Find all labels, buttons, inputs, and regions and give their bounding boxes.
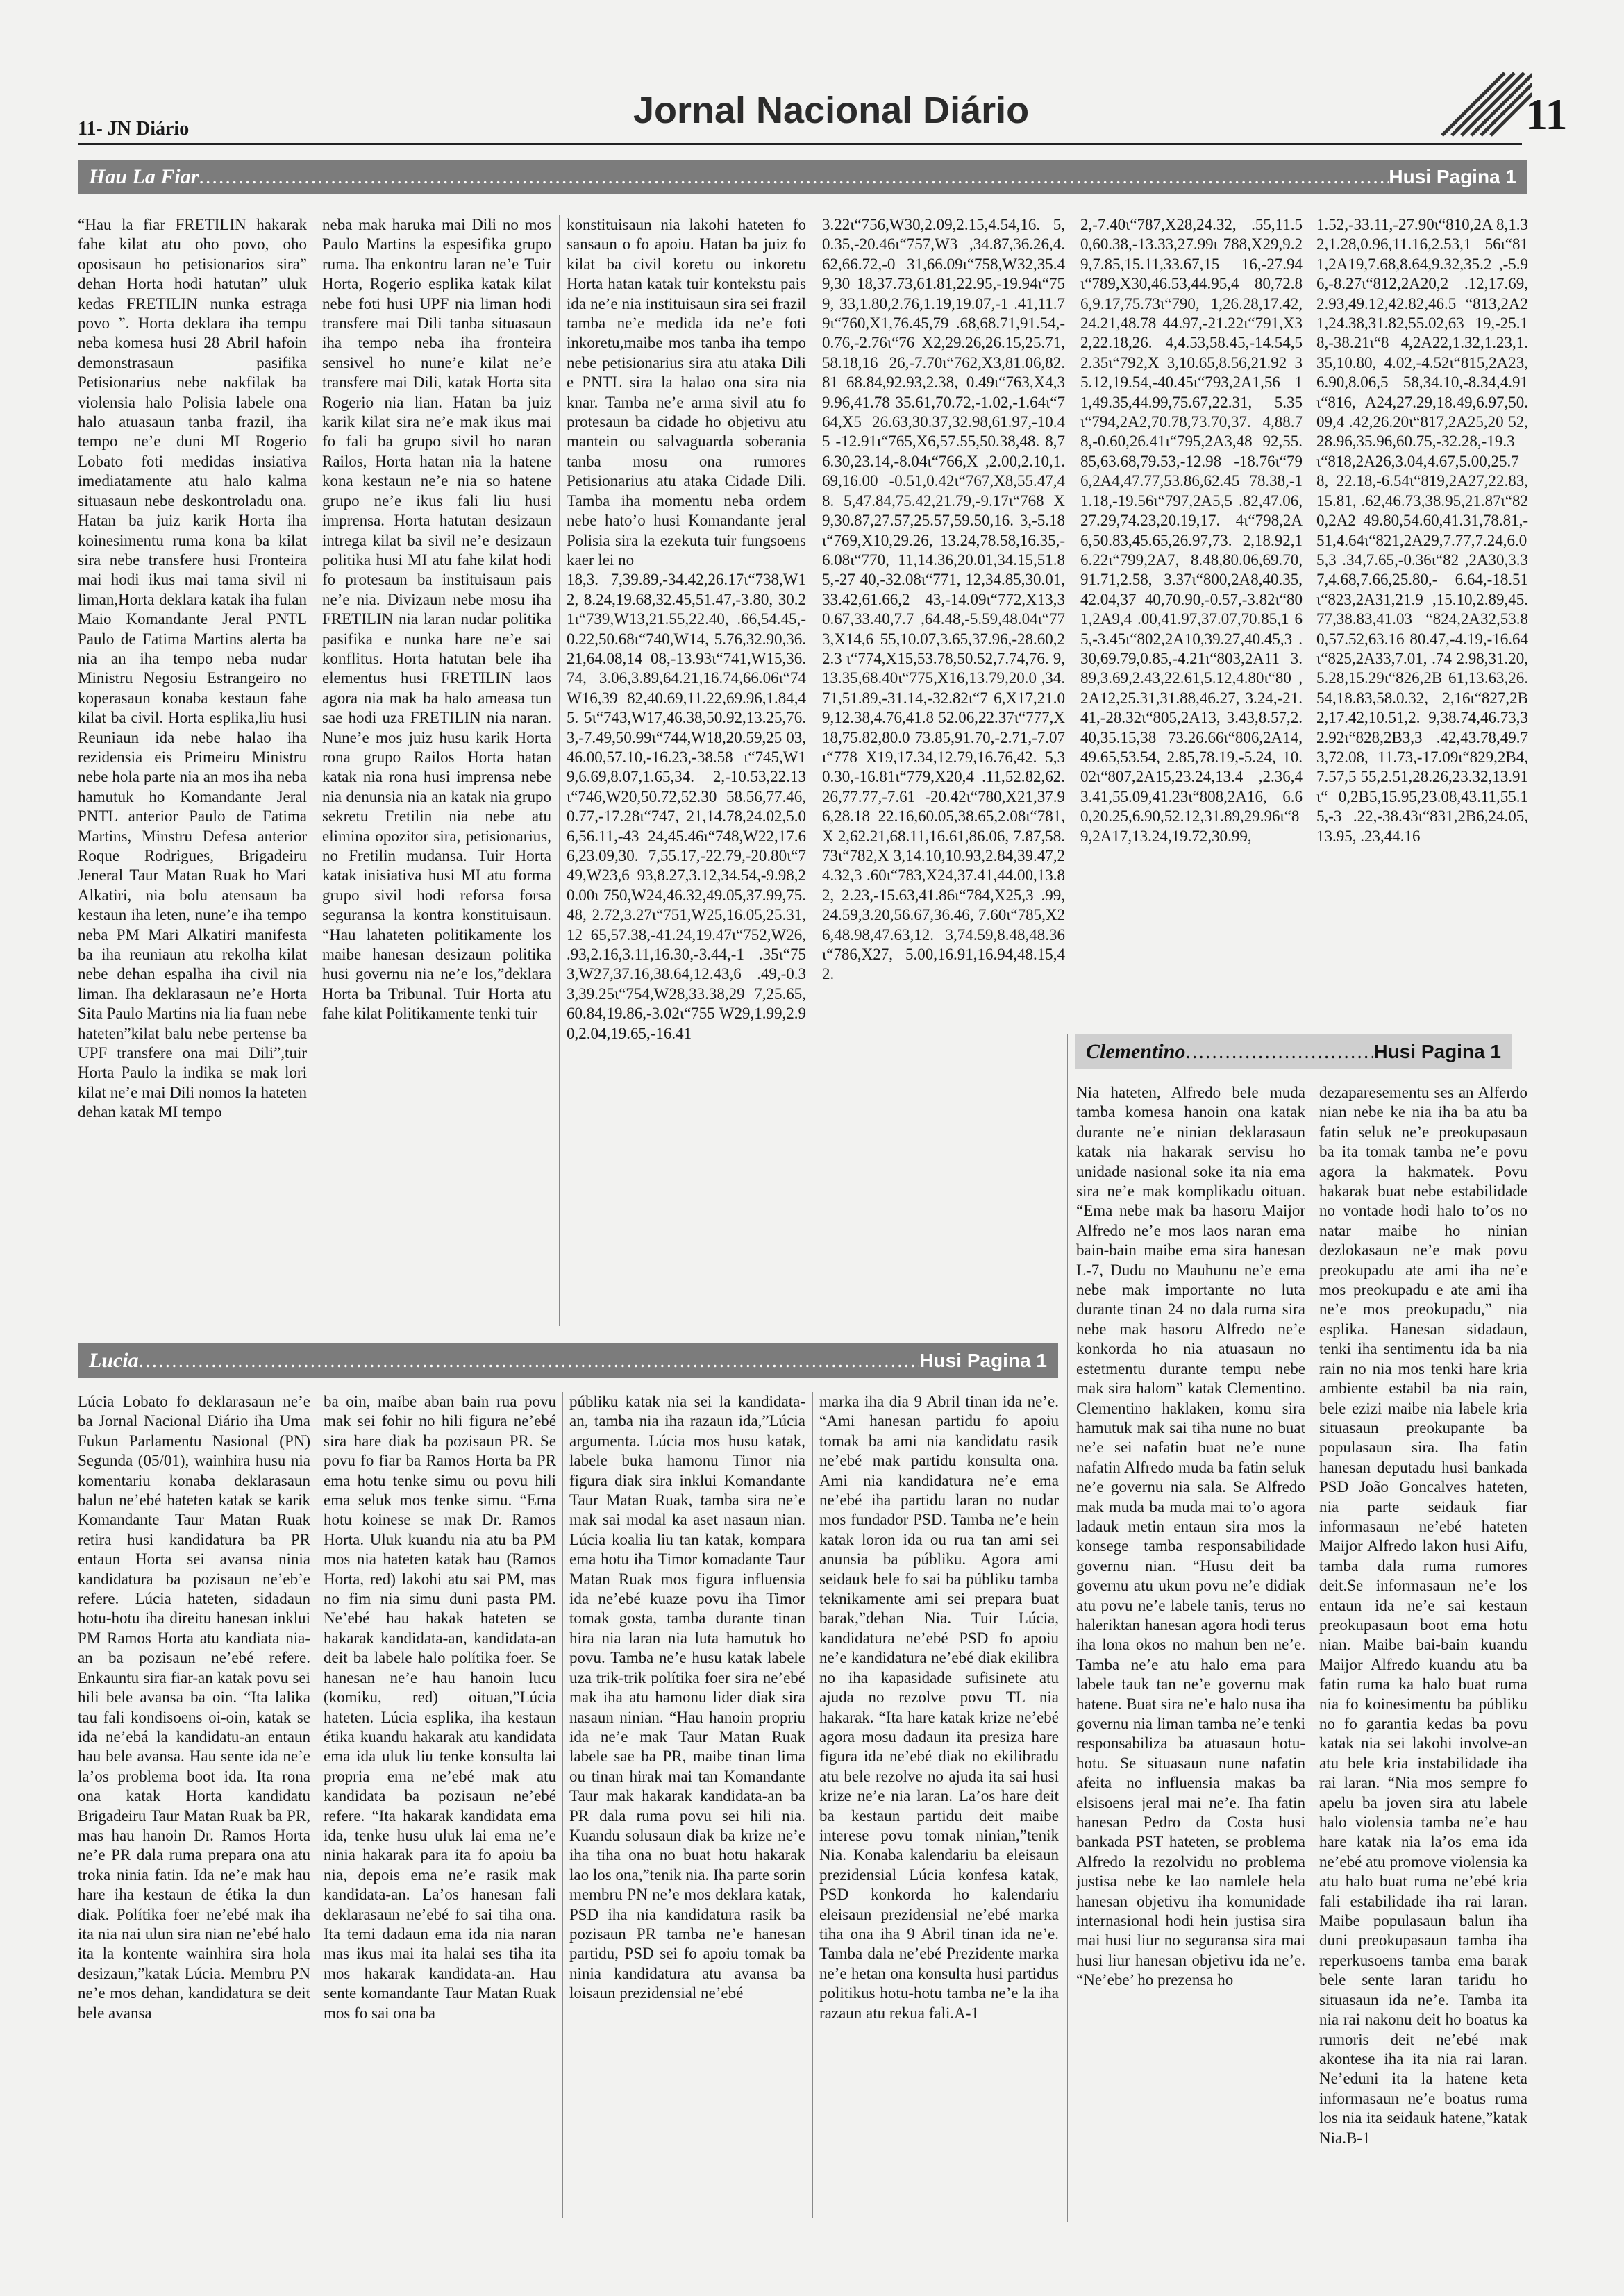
article-column — [78, 215, 307, 1326]
page-label: 11- JN Diário — [78, 118, 190, 140]
page-number: 11 — [1525, 90, 1568, 139]
leader-dots — [199, 165, 1389, 189]
stripes-logo-icon — [1435, 69, 1532, 139]
page-header — [78, 69, 1568, 146]
data-listing: 1.52,-33.11,-27.90ɩ“810,2A 8,1.32,1.28,0.96,11.16,2.53,1 56ɩ“811,2A19,7.68,8.64,9.32,35.2 ,-5.96,-8.27ɩ“812,2A20,2 .12,17.69,2.93,49.12,42.82,46.5 “813,2A21,24.38,31.82,55.02,63 19,-25.18,-38.21ɩ“8 4,2A22,1.32,1.23,1.35,10.80, 4.02,-4.52ɩ“815,2A23,6.90,8.06,5 58,34.10,-8.34,4.91ɩ“816, A24,27.29,18.49,6.97,50.09,4 .42,26.20ɩ“817,2A25,20 52,28.96,35.96,60.75,-32.28,-19.3 ɩ“818,2A26,3.04,4.67,5.00,25.78, 22.18,-6.54ɩ“819,2A27,22.83,15.81, .62,46.73,38.95,21.87ɩ“820,2A2 49.80,54.60,41.31,78.81,- 51,4.64ɩ“821,2A29,7.77,7.24,6.05,3 .34,7.65,-0.36ɩ“82 ,2A30,3.37,4.68,7.66,25.80,- 6.64,-18.51ɩ“823,2A31,21.9 ,15.10,2.89,45.77,38.83,41.03 “824,2A32,53.80,57.52,63.16 80.47,-4.19,-16.64ɩ“825,2A33,7.01, .74 2.98,31.20,5.28,15.29ɩ“826,2B 61,13.63,26.54,18.83,58.0.32, 2,16ɩ“827,2B2,17.42,10.51,2. 9,38.74,46.73,32.92ɩ“828,2B3,3 .42,43.78,49.73,72.08, 11.73,-17.09ɩ“829,2B4,7.57,5 55,2.51,28.26,23.32,13.91ɩ“ 0,2B5,15.95,23.08,43.11,55.15,-3 .22,-38.43ɩ“831,2B6,24.05,13.95, .23,44.16 — [1316, 216, 1528, 845]
article-column — [78, 1392, 310, 2218]
column-divider — [559, 215, 560, 1326]
article-text: Lúcia Lobato fo deklarasaun ne’e ba Jornal Nacional Diário iha Uma Fukun Parlamentu Nasional (PN) Segunda (05/01), wainhira husu nia komentariu konaba deklarasaun balun ne’ebé hateten katak se karik Komandante Taur Matan Ruak retira husi kandidatura ba PR entaun Horta sei avansa ninia kandidatura ba pozisaun ne’eb’e refere. Lúcia hateten, sidadaun hotu-hotu iha direitu hanesan inklui PM Ramos Horta atu kandiata nia-an ba pozisaun ne’ebé refere. Enkauntu sira fiar-an katak povu sei hili bele avansa ba oin. “Ita lalika tau fali kondisoens oi-oin, katak se ida ne’ebá la kandidatu-an entaun hau bele avansa. Hau sente ida ne’e la’os problema boot ida. Ita rona ona katak Horta kandidatu Brigadeiru Taur Matan Ruak ba PR, mas hau hanoin Dr. Ramos Horta ne’e PR dala ruma prepara ona atu troka ninia fatin. Ida ne’e mak hau hare iha kestaun de étika la dun diak. Polítika foer ne’ebé mak iha ita nia nai ulun sira nian ne’ebé halo ita la kontente wainhira sira hola desizaun,”katak Lúcia. Membru PN ne’e mos dehan, kandidatura se deit bele avansa — [78, 1393, 310, 2022]
section-bar-hau-la-fiar — [78, 160, 1527, 194]
section-source: Husi Pagina 1 — [919, 1350, 1047, 1371]
newspaper-title: Jornal Nacional Diário — [633, 90, 1030, 131]
column-divider — [562, 1392, 563, 2218]
leader-dots — [1185, 1040, 1373, 1064]
article-column — [819, 1392, 1059, 2218]
data-column — [822, 215, 1065, 1326]
data-listing: 2,-7.40ɩ“787,X28,24.32, .55,11.50,60.38,-13.33,27.99ɩ 788,X29,9.29,7.85,15.11,33.67,15 16,-27.94ɩ“789,X30,46.53,44.95,4 80,72.86,9.17,75.73ɩ“790, 1,26.28,17.42,24.21,48.78 44.97,-21.22ɩ“791,X32,22.18,26. 4,4.53,58.45,-14.54,52.35ɩ“792,X 3,10.65,8.56,21.92 35.12,19.54,-40.45ɩ“793,2A1,56 11,49.35,44.99,75.67,22.31, 5.35ɩ“794,2A2,70.78,73.70,37. 4,88.78,-0.60,26.41ɩ“795,2A3,48 92,55.85,63.68,79.53,-12.98 -18.76ɩ“796,2A4,47.77,53.86,62.45 78.38,-11.18,-19.56ɩ“797,2A5,5 .82,47.06,27.29,74.23,20.19,17. 4ɩ“798,2A6,50.83,45.65,26.97,73. 2,18.92,16.22ɩ“799,2A7, 8.48,80.06,69.70,91.71,2.58, 3.37ɩ“800,2A8,40.35,42.04,37 40,70.90,-0.57,-3.82ɩ“801,2A9,4 .00,41.97,37.07,70.85,1 65,-3.45ɩ“802,2A10,39.27,40.45,3 .30,69.79,0.85,-4.21ɩ“803,2A11 3.89,3.69,2.43,22.61,5.12,4.80ɩ“80 ,2A12,25.31,31.88,46.27, 3.24,-21.41,-28.32ɩ“805,2A13, 3.43,8.57,2.40,35.15,38 73.26.66ɩ“806,2A14,49.65,53.54, 2.85,78.19,-5.24, 10.02ɩ“807,2A15,23.24,13.4 ,2.36,43.41,55.09,41.23ɩ“808,2A16, 6.60,20.25,6.90,52.12,31.89,29.96ɩ“8 9,2A17,13.24,19.72,30.99, — [1080, 216, 1303, 845]
data-column — [1080, 215, 1303, 1021]
section-kicker: Clementino — [1086, 1040, 1186, 1063]
article-column — [569, 1392, 805, 2218]
article-text: ba oin, maibe aban bain rua povu mak sei fohir no hili figura ne’ebé sira hare diak ba pozisaun PR. Se povu fo fiar ba Ramos Horta ba PR ema hotu tenke simu ou povu hili ema seluk mos tenke simu. “Ema hotu koinese se mak Dr. Ramos Horta. Uluk kuandu nia atu ba PM mos nia hateten katak hau (Ramos Horta, red) lakohi atu sai PM, mas no fim nia simu duni pasta PM. Ne’ebé hau hakak hateten se hakarak kandidata-an, kandidata-an deit ba labele halo polítika foer. Se hanesan ne’e hau hanoin lucu (komiku, red) oituan,”Lúcia hateten. Lúcia esplika, iha kestaun étika kuandu hakarak atu kandidata ema ida uluk liu tenke konsulta lai propria ema ne’ebé mak atu kandidata ba pozisaun ne’ebé refere. “Ita hakarak kandidata ema ida, tenke husu uluk lai ema ne’e ninia hakarak para ita fo apoiu ba nia, depois ema ne’e rasik mak kandidata-an. La’os hanesan fali deklarasaun ne’ebé fo sai tiha ona. Ita temi dadaun ema ida nia naran mas ikus mai ita halai ses tiha ita mos hakarak kandidata-an. Hau sente komandante Taur Matan Ruak mos fo sai ona ba — [324, 1393, 556, 2022]
article-text: konstituisaun nia lakohi hateten fo sansaun o fo apoiu. Hatan ba juiz fo kilat ba civil koretu ou inkoretu Horta hatan katak tuir kontekstu pais ida ne’e nia instituisaun sira sei frazil tamba ne’e medida ida ne’e foti inkoretu,maibe mos tanba iha tempo nebe petisionarius sira atu ataka Dili e PNTL sira la halao ona sira nia knar. Tamba ne’e arma sivil atu fo protesaun ba cidade ho objetivu atu mantein ou salvaguarda soberania tanba mosu ona rumores Petisionarius atu ataka Cidade Dili. Tamba iha momentu neba ordem nebe hato’o husi Komandante jeral Polisia sira la ezekuta tuir fungsoens kaer lei no — [567, 216, 806, 569]
section-source: Husi Pagina 1 — [1373, 1041, 1501, 1062]
data-listing: 3.22ɩ“756,W30,2.09,2.15,4.54,16. 5,0.35,-20.46ɩ“757,W3 ,34.87,36.26,4.62,66.72,-0 31,66.09ɩ“758,W32,35.49,30 18,37.73,61.81,22.95,-19.94ɩ“759, 33,1.80,2.76,1.19,19.07,-1 .41,11.79ɩ“760,X1,76.45,79 .68,68.71,91.54,-0.76,-2.76ɩ“76 X2,29.26,26.15,25.71,58.18,16 26,-7.70ɩ“762,X3,81.06,82.81 68.84,92.93,2.38, 0.49ɩ“763,X4,39.96,41.78 35.61,70.72,-1.02,-1.64ɩ“764,X5 26.63,30.37,32.98,61.97,-10.45 -12.91ɩ“765,X6,57.55,50.38,48. 8,76.30,23.14,-8.04ɩ“766,X ,2.00,2.10,1.69,16.00 -0.51,0.42ɩ“767,X8,55.47,48. 5,47.84,75.42,21.79,-9.17ɩ“768 X9,30.87,27.57,25.57,59.50,16. 3,-5.18ɩ“769,X10,29.26, 13.24,78.58,16.35,-6.08ɩ“770, 11,14.36,20.01,34.15,51.85,-27 40,-32.08ɩ“771, 12,34.85,30.01,33.42,61.66,2 43,-14.09ɩ“772,X13,30.67,33.40,7.7 ,64.48,-5.59,48.04ɩ“773,X14,6 55,10.07,3.65,37.96,-28.60,22.3 ɩ“774,X15,53.78,50.52,7.74,76. 9,13.35,68.40ɩ“775,X16,13.79,20.0 ,34.71,51.89,-31.14,-32.82ɩ“7 6,X17,21.09,12.38,4.76,41.8 52.06,22.37ɩ“777,X18,75.82,80.0 73.85,91.70,-2.71,-7.07ɩ“778 X19,17.34,12.79,16.76,42. 5,30.30,-16.81ɩ“779,X20,4 .11,52.82,62.26,77.77,-7.61 -20.42ɩ“780,X21,37.96,28.18 22.16,60.05,38.65,2.08ɩ“781,X 2,62.21,68.11,16.61,86.06, 7.87,58.73ɩ“782,X 3,14.10,10.93,2.84,39.47,24.32,3 .60ɩ“783,X24,37.41,44.00,13.82, 2.23,-15.63,41.86ɩ“784,X25,3 .99,24.59,3.20,56.67,36.46, 7.60ɩ“785,X26,48.98,47.63,12. 3,74.59,8.48,48.36ɩ“786,X27, 5.00,16.91,16.94,48.15,42. — [822, 216, 1065, 983]
section-source: Husi Pagina 1 — [1389, 166, 1516, 187]
article-text: neba mak haruka mai Dili no mos Paulo Martins la espesifika grupo ruma. Iha enkontru laran ne’e Tuir Horta, Rogerio esplika katak kilat nebe foti husi UPF nia liman hodi transfere mai Dili tanba situasaun iha tempo neba iha fronteira sensivel ho nune’e kilat ne’e transfere mai Dili, katak Horta sita Rogerio nia lian. Hatan ba juiz karik kilat sira ne’e mak ikus mai fo fali ba grupo sivil ho naran Railos, Horta hatan nia la hatene kona kestaun ne’e nia so hatene grupo ne’e ikus fali liu husi imprensa. Horta hatutan desizaun intrega kilat ba sivil ne’e desizaun politika husi MI atu fahe kilat hodi fo protesaun ba instituisaun pais ne’e nia. Divizaun nebe mosu iha FRETILIN nia laran nudar politika pasifika e nunka hare ne’e sai konflitus. Horta hatutan bele iha elementus husi FRETILIN laos agora nia mak ba halo ameasa tun sae hodi uza FRETILIN nia naran. Nune’e mos juiz husu karik Horta rona grupo Railos Horta hatan katak nia rona husi imprensa nebe nia denunsia nia an katak nia grupo sekretu Fretilin nia nebe atu elimina opozitor sira, petisionarius, no Fretilin mudansa. Tuir Horta katak inisiativa husi MI atu forma grupo sivil hodi reforsa forsa seguransa la kontra konstituisaun. “Hau lahateten politikamente los maibe hanesan desizaun politika husi governu nia ne’e los,”deklara Horta ba Tribunal. Tuir Horta atu fahe kilat Politikamente tenki tuir — [322, 216, 551, 1023]
article-text: marka iha dia 9 Abril tinan ida ne’e. “Ami hanesan partidu fo apoiu tomak ba ami nia kandidatu rasik ne’ebé mak partidu konsulta ona. Ami nia kandidatura ne’e ema ne’ebé iha partidu laran no nudar mos fundador PSD. Tamba ne’e hein katak loron ida ou rua tan ami sei anunsia ba públiku. Agora ami seidauk bele fo sai ba públiku tamba teknikamente ami sei prepara buat barak,”dehan Nia. Tuir Lúcia, kandidatura ne’ebé PSD fo apoiu ne’e kandidatura ne’ebé diak ekilibra no iha kapasidade sufisinete atu ajuda no rezolve povu TL nia hakarak. “Ita hare katak krize ne’ebé agora mosu dadaun ita presiza hare figura ida ne’ebé diak no ekilibradu atu bele rezolve no ajuda ita sai husi krize ne’e nia laran. La’os hare deit ba kestaun partidu deit maibe interese povu tomak ninian,”tenik Nia. Konaba kalendariu ba eleisaun prezidensial Lúcia konfesa katak, PSD konkorda ho kalendariu eleisaun prezidensial ne’ebé marka tiha ona iha 9 Abril tinan ida ne’e. Tamba dala ne’ebé Prezidente marka ne’e hetan ona konsulta husi partidus politikus hotu-hotu tamba ne’e la iha razaun atu rekua fali.A-1 — [819, 1393, 1059, 2022]
article-text: públiku katak nia sei la kandidata-an, tamba nia iha razaun ida,”Lúcia argumenta. Lúcia mos husu katak, labele buka hamonu Timor nia figura diak sira inklui Komandante Taur Matan Ruak, tamba sira ne’e mak sai modal ka aset nasaun nian. Lúcia koalia liu tan katak, kompara ema hotu iha Timor komadante Taur Matan Ruak mos figura influensia ida ne’ebé kuaze povu iha Timor tomak gosta, tamba durante tinan hira nia laran nia luta hamutuk ho povu. Tamba ne’e husu katak labele uza trik-trik polítika foer sira ne’ebé mak iha atu hamonu lider diak sira nasaun ninian. “Hau hanoin propriu ida ne’e mak Taur Matan Ruak labele sae ba PR, maibe tinan lima ou tinan hirak mai tan Komandante Taur mak hakarak kandidata-an ba PR dala ruma povu sei hili nia. Kuandu solusaun diak ba krize ne’e iha tiha ona no buat hotu hakarak lao los ona,”tenik nia. Iha parte sorin membru PN ne’e mos deklara katak, PSD iha nia kandidatura rasik ba pozisaun PR tamba ne’e hanesan partidu, PSD sei fo apoiu tomak ba ninia kandidatura atu avansa ba loisaun prezidensial ne’ebé — [569, 1393, 805, 2002]
section-bar-clementino — [1075, 1034, 1512, 1069]
section-kicker: Hau La Fiar — [89, 165, 199, 188]
section-kicker: Lucia — [89, 1349, 139, 1372]
article-column — [322, 215, 551, 1326]
article-text: “Hau la fiar FRETILIN hakarak fahe kilat atu oho povo, oho oposisaun ho petisionarios sira” dehan Horta hodi hatutan” uluk kedas FRETILIN nunka estraga povo ”. Horta deklara iha tempu neba komesa husi 28 Abril hafoin demonstrasaun pasifika Petisionarius nebe nakfilak ba violensia halo Polisia labele ona halo atuasaun tanba frazil, iha tempo ne’e duni MI Rogerio Lobato foti medidas insiativa imediatamente atu halo kalma situasaun nebe deskontroladu ona. Hatan ba juiz karik Horta iha koinesimentu ruma kona ba kilat sira nebe transfere husi Fronteira mai hodi ikus mai tama sivil ni liman,Horta deklara katak iha fulan Maio Komandante Jeral PNTL Paulo de Fatima Martins alerta ba nia an iha tempo neba nudar Ministru Negosiu Estrangeiro no koperasaun konaba kestaun fahe kilat ba civil. Horta esplika,liu husi Reuniaun ida nebe halao iha rezidensia eis Primeiru Ministru nebe hola parte nia an mos iha neba hamutuk ho Komandante Jeral PNTL anterior Paulo de Fatima Martins, Minstru Defesa anterior Roque Rodrigues, Brigadeiru Jeneral Taur Matan Ruak ho Mari Alkatiri, nia bolu atensaun ba kestaun iha leten, nune’e iha tempo neba PM Mari Alkatiri manifesta ba iha reuniaun atu rekolha kilat nebe dehan espalha iha civil nia liman. Iha deklarasaun ne’e Horta Sita Paulo Martins nia lia fuan nebe hateten”kilat balu nebe pertense ba UPF transfere ona mai Dili”,tuir Horta Paulo la indika se mak lori kilat ne’e mai Dili nomos la hateten dehan katak MI tempo — [78, 216, 307, 1121]
article-text: Nia hateten, Alfredo bele muda tamba komesa hanoin ona katak durante ne’e ninian deklarasaun katak nia hakarak servisu ho unidade nasional soke ita nia ema sira ne’e mak komplikadu oituan. “Ema nebe mak ba hasoru Maijor Alfredo ne’e mos laos naran ema bain-bain maibe ema sira hanesan L-7, Dudu no Mauhunu ne’e ema nebe mak importante no luta durante tinan 24 no dala ruma sira nebe mak hasoru Alfredo ne’e konkorda ho nia atuasaun no estetmentu durante tempu nebe mak sira halom” katak Clementino. Clementino haklaken, komu sira hamutuk mak sai tiha nune no buat ne’e sei nafatin buat ne’e nune nafatin Alfredo muda ba fatin seluk ne’e governu nia sala. Se Alfredo mak muda ba muda mai to’o agora ladauk metin entaun sira mos la konsege tamba responsabilidade governu nian. “Husu deit ba governu atu ukun povu ne’e didiak atu povu ne’e labele tanis, terus no haleriktan hanesan agora hodi terus iha lona okos no mahun ben ne’e. Tamba ne’e atu halo ema para labele tauk tan ne’e governu mak hatene. Buat sira ne’e halo nusa iha governu nia liman tamba ne’e tenki responsabiliza ba atuasaun hotu-hotu. Se situasaun nune nafatin afeita no influensia makas ba elsisoens jeral mai ne’e. Iha fatin hanesan Pedro da Costa husi bankada PST hateten, se problema Alfredo la rezolvidu no problema justisa nebe ke lao namlele hela hanesan objetivu iha komunidade internasional hodi hein justisa sira mai husi liur no seguransa sira mai husi liur hanesan objetivu ida ne’e. “Ne’ebe’ ho prezensa ho — [1076, 1084, 1305, 1989]
column-divider — [1067, 1034, 1068, 2222]
article-column — [1076, 1083, 1305, 2222]
header-rule — [78, 143, 1522, 145]
data-listing: 18,3. 7,39.89,-34.42,26.17ɩ“738,W12, 8.24,19.68,32.45,51.47,-3.80, 30.21ɩ“739,W13,21.55,22.40, .66,54.45,-0.22,50.68ɩ“740,W14, 5.76,32.90,36.21,64.08,14 08,-13.93ɩ“741,W15,36.74, 3.06,3.89,64.21,16.74,66.06ɩ“74 W16,39 82,40.69,11.22,69.96,1.84,45. 5ɩ“743,W17,46.38,50.92,13.25,76. 3,-7.49,50.99ɩ“744,W18,20.59,25 03,46.00,57.10,-16.23,-38.58 ɩ“745,W19,6.69,8.07,1.65,34. 2,-10.53,22.13ɩ“746,W20,50.72,52.30 58.56,77.46,0.77,-17.28ɩ“747, 21,14.78,24.02,5.06,56.11,-43 24,45.46ɩ“748,W22,17.66,23.09,30. 7,55.17,-22.79,-20.80ɩ“749,W23,6 93,8.27,3.12,34.54,-9.98,20.00ɩ 750,W24,46.32,49.05,37.99,75.48, 2.72,3.27ɩ“751,W25,16.05,25.31,12 65,57.38,-41.24,19.47ɩ“752,W26, .93,2.16,3.11,16.30,-3.44,-1 .35ɩ“753,W27,37.16,38.64,12.43,6 .49,-0.33,39.25ɩ“754,W28,33.38,29 7,25.65,60.84,19.86,-3.02ɩ“755 W29,1.99,2.90,2.04,19.65,-16.41 — [567, 571, 806, 1042]
article-column — [567, 215, 806, 1326]
article-column — [324, 1392, 556, 2218]
leader-dots — [139, 1349, 920, 1373]
article-text: dezaparesementu ses an Alferdo nian nebe ke nia iha ba atu ba fatin seluk ne’e preokupasaun ba ita tomak tamba ne’e povu agora la hakmatek. Povu hakarak buat nebe estabilidade no vontade hodi halo to’os no natar maibe ho ninian dezlokasaun ne’e mak povu preokupadu ate ami iha ne’e mos preokupadu e ate ami iha ne’e mos preokupadu,” nia esplika. Hanesan sidadaun, tenki iha sentimentu ida ba nia rain no nia mos tenki hare kria ambiente estabil ba nia rain, bele ezizi maibe nia labele kria situasaun preokupante ba populasaun sira. Iha fatin hanesan deputadu husi bankada PSD João Goncalves hateten, nia parte seidauk fiar informasaun ne’ebé hateten Maijor Alfredo lakon husi Aifu, tamba dala ruma rumores deit.Se informasaun ne’e los entaun ida ne’e sai kestaun preokupasaun boot ema hotu nian. Maibe bai-bain kuandu Maijor Alfredo kuandu atu ba fatin ruma ka halo buat ruma nia fo koinesimentu ba públiku no fo garantia kedas ba povu katak nia sei lakohi involve-an atu bele kria instabilidade iha rai laran. “Nia mos sempre fo apelu ba joven sira atu labele halo violensia tamba ne’e hau hare katak nia la’os ema ida ne’ebé atu promove violensia ka atu halo buat ruma ne’ebé kria fali estabilidade iha rai laran. Maibe populasaun balun iha duni preokupasaun tamba iha reperkusoens tamba ema barak bele sente laran taridu ho situasaun ida ne’e. Tamba ita nia rai nakonu deit ho boatus ka rumoris deit ne’ebé mak akontese iha ita nia rai laran. Ne’eduni ita la hatene keta informasaun ne’e boatus ruma los nia ita seidauk hatene,”katak Nia.B-1 — [1319, 1084, 1527, 2147]
data-column — [1316, 215, 1528, 1021]
column-divider — [812, 1392, 813, 2218]
article-column — [1319, 1083, 1527, 2222]
section-bar-lucia — [78, 1343, 1058, 1378]
